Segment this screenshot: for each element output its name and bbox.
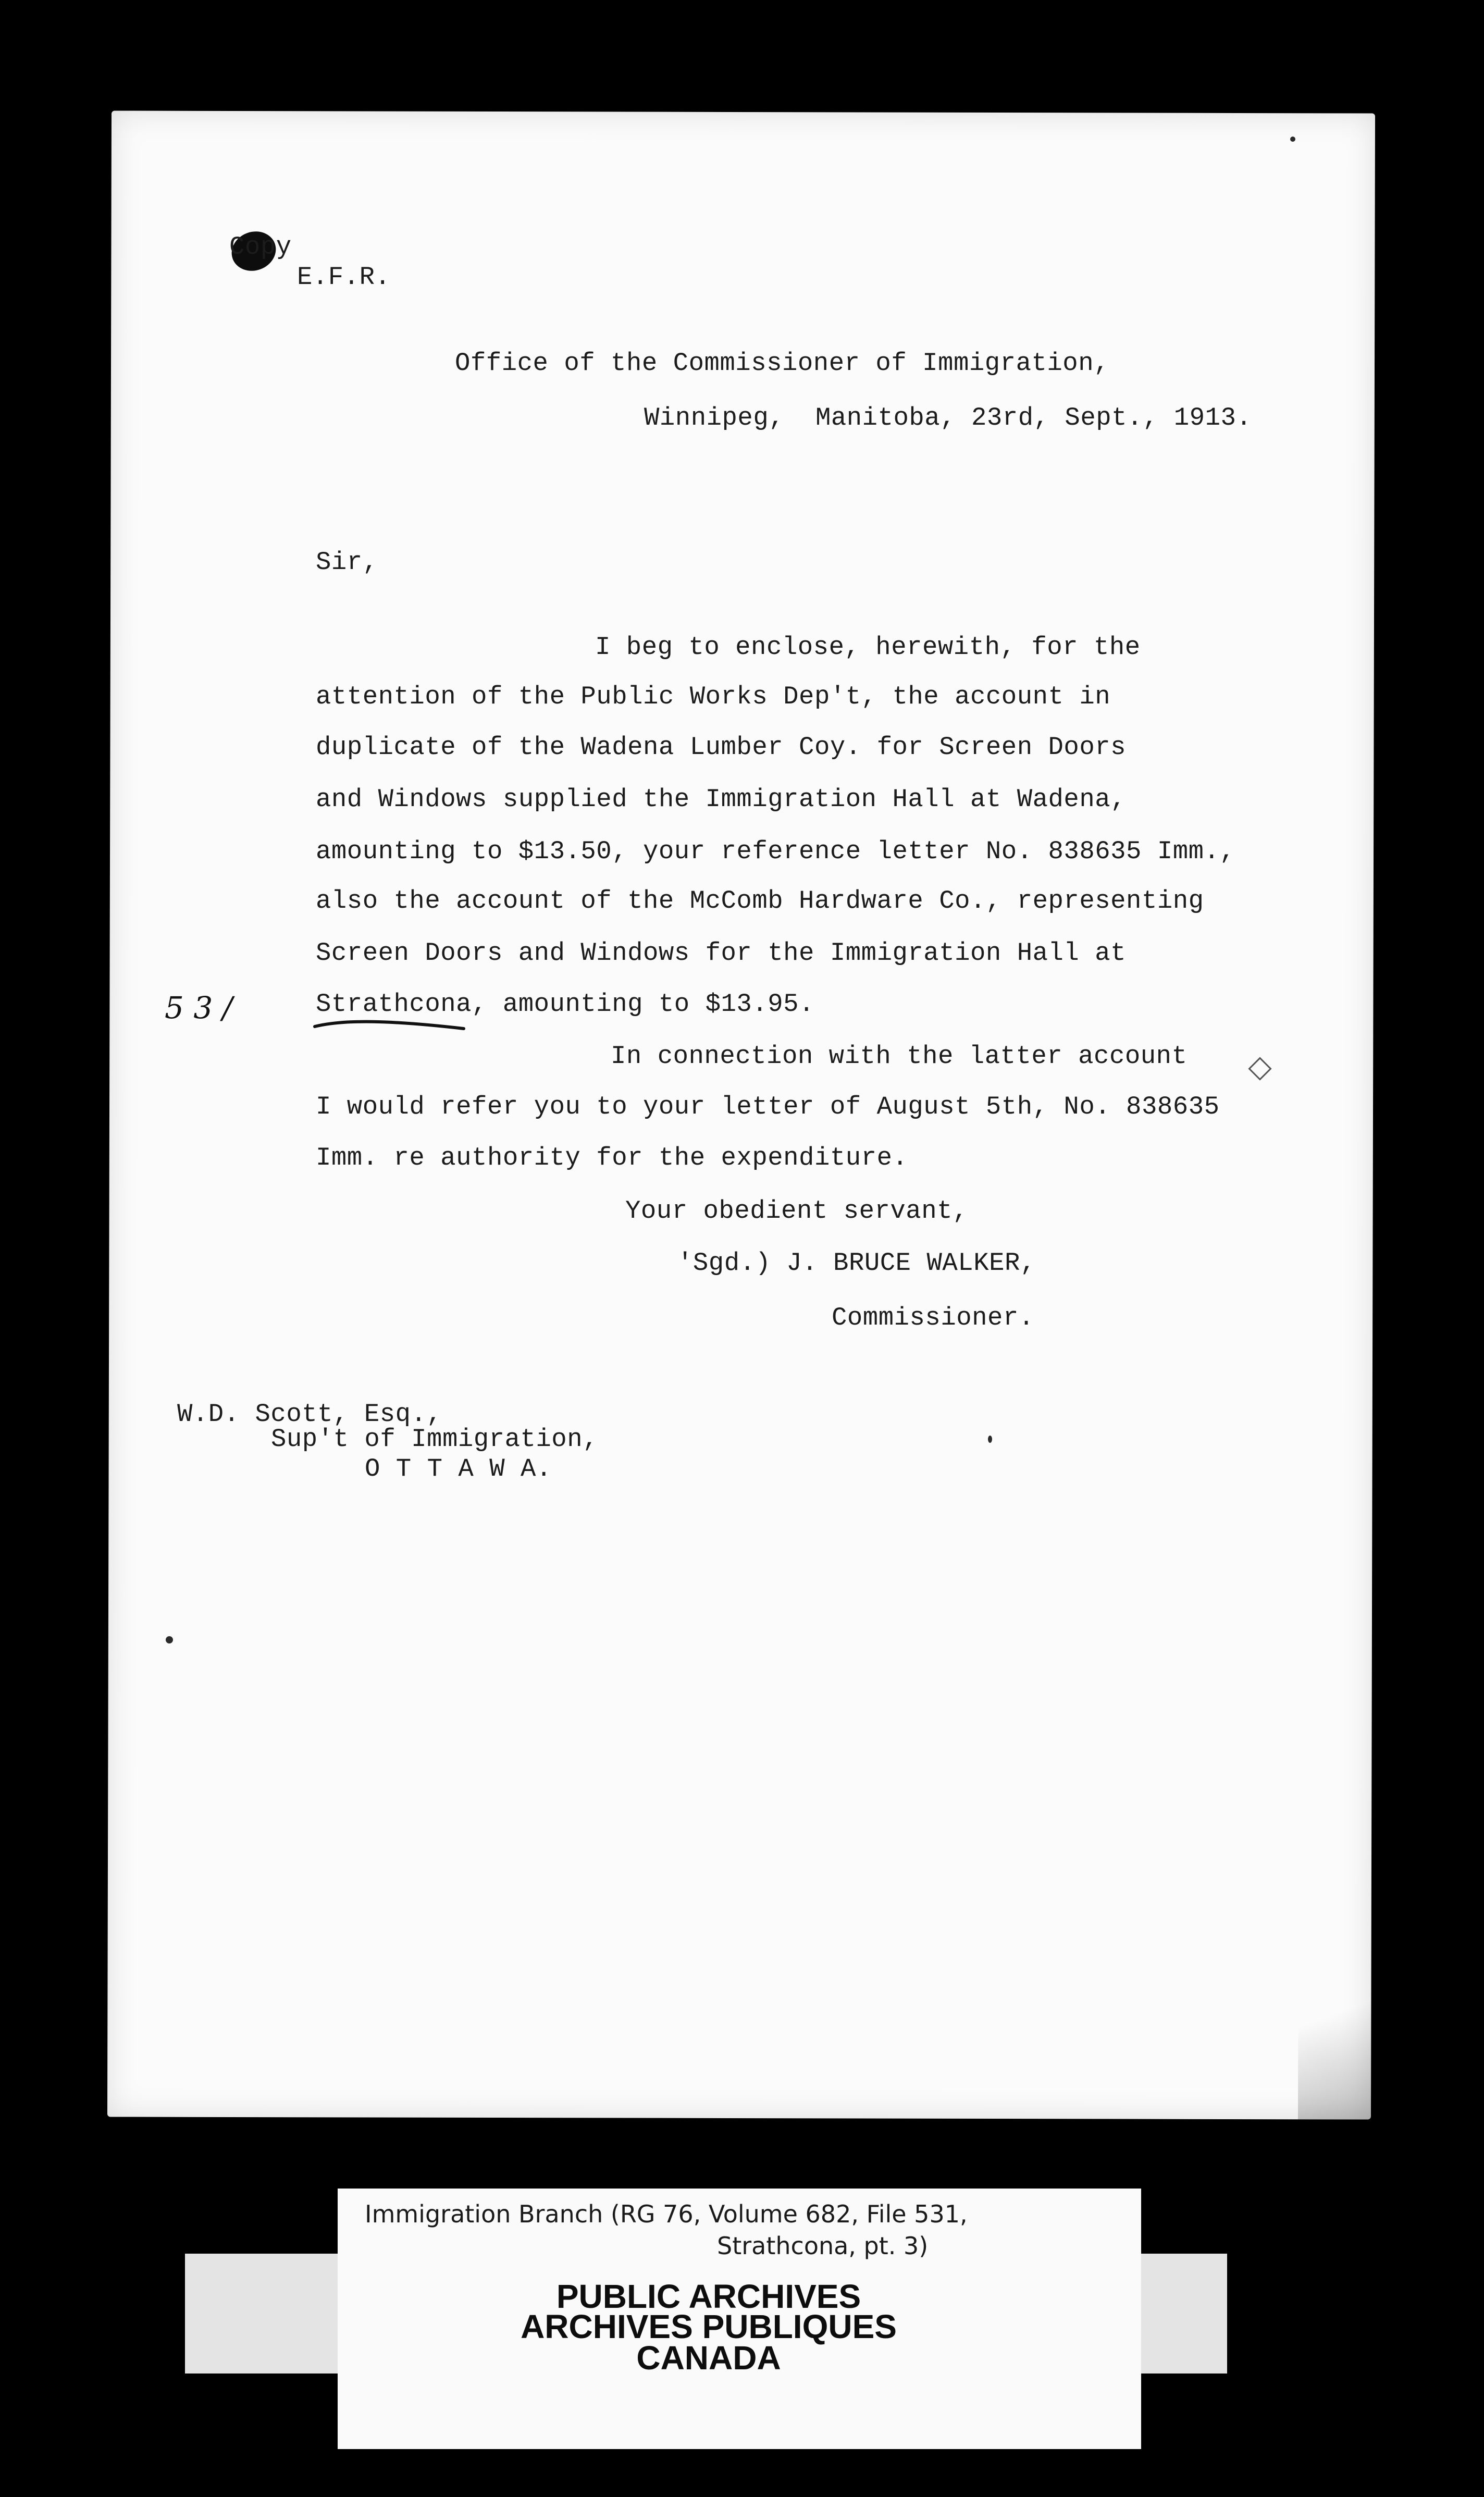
body-line: In connection with the latter account: [611, 1042, 1188, 1071]
body-line: I beg to enclose, herewith, for the: [595, 633, 1141, 662]
body-line: attention of the Public Works Dep't, the account in: [316, 682, 1111, 711]
body-line: I would refer you to your letter of August 5th, No. 838635: [316, 1092, 1220, 1121]
place-date: Winnipeg, Manitoba, 23rd, Sept., 1913.: [644, 403, 1252, 432]
reference-line: Strathcona, pt. 3): [717, 2232, 929, 2260]
signature: 'Sgd.) J. BRUCE WALKER,: [677, 1248, 1036, 1278]
reference-line: Immigration Branch (RG 76, Volume 682, File 531,: [365, 2200, 968, 2228]
closing: Your obedient servant,: [625, 1196, 968, 1226]
ink-speck: [1290, 137, 1295, 142]
archives-stamp-line: ARCHIVES PUBLIQUES: [521, 2308, 897, 2345]
copy-note: Copy: [229, 232, 292, 262]
addressee-line: Sup't of Immigration,: [271, 1425, 599, 1454]
addressee-line: O T T A W A.: [365, 1454, 552, 1484]
body-line: Strathcona, amounting to $13.95.: [316, 990, 814, 1019]
salutation: Sir,: [316, 548, 378, 577]
office-line: Office of the Commissioner of Immigration,: [455, 349, 1110, 378]
body-line: Screen Doors and Windows for the Immigration Hall at: [316, 938, 1127, 968]
body-line: duplicate of the Wadena Lumber Coy. for Screen Doors: [316, 733, 1127, 762]
ink-speck: [166, 1636, 173, 1643]
addressee-line: W.D. Scott, Esq.,: [177, 1400, 442, 1429]
ink-speck: [988, 1436, 992, 1443]
body-line: and Windows supplied the Immigration Hall at Wadena,: [316, 785, 1127, 814]
body-line: amounting to $13.50, your reference letter No. 838635 Imm.,: [316, 837, 1235, 866]
initials: E.F.R.: [297, 263, 391, 292]
handwritten-underline: [313, 1015, 469, 1036]
folded-corner: [1298, 1947, 1371, 2119]
archives-stamp-line: PUBLIC ARCHIVES: [556, 2278, 861, 2315]
body-line: also the account of the McComb Hardware Co., representing: [316, 886, 1204, 916]
body-line: Imm. re authority for the expenditure.: [316, 1143, 908, 1172]
margin-annotation: 5 3 /: [165, 990, 233, 1025]
signer-title: Commissioner.: [832, 1303, 1034, 1332]
archives-stamp-line: CANADA: [636, 2339, 781, 2377]
